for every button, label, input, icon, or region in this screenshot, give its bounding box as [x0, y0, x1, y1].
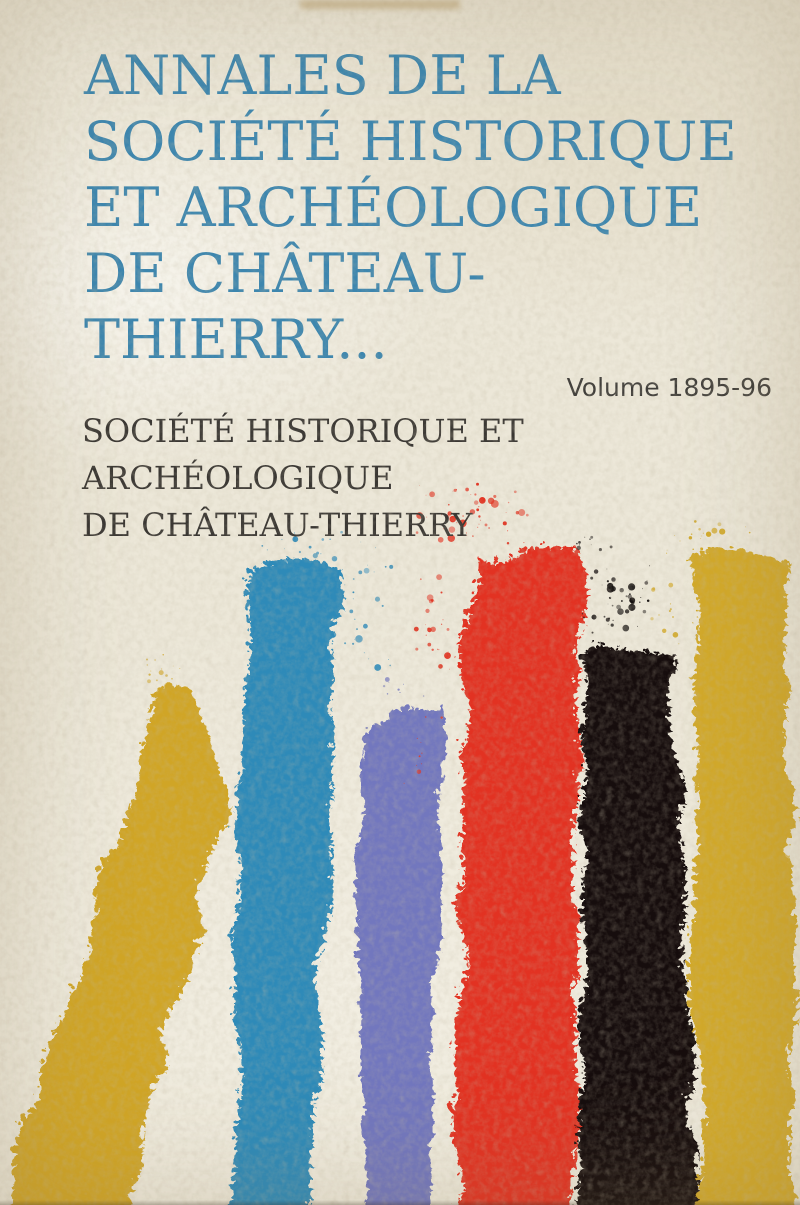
author-name: [82, 408, 776, 549]
title-line: THIERRY...: [84, 308, 388, 371]
title-line: SOCIÉTÉ HISTORIQUE: [84, 110, 737, 173]
author-line: SOCIÉTÉ HISTORIQUE ET ARCHÉOLOGIQUE: [82, 412, 524, 497]
volume-label: Volume 1895-96: [566, 373, 772, 402]
book-title: [84, 43, 776, 373]
author-line: DE CHÂTEAU-THIERRY: [82, 506, 473, 544]
title-line: DE CHÂTEAU-: [84, 242, 486, 305]
title-line: ANNALES DE LA: [84, 44, 561, 107]
title-line: ET ARCHÉOLOGIQUE: [84, 176, 703, 239]
